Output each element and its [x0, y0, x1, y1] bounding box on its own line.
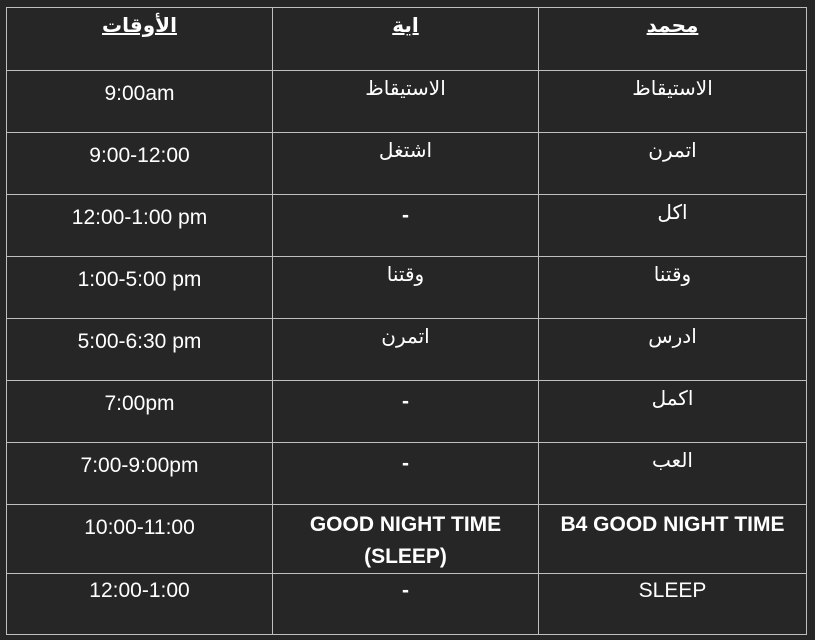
mohamed-cell: [539, 443, 807, 505]
header-times: الأوقات: [102, 13, 177, 37]
time-cell: [7, 71, 273, 133]
time-cell: [7, 505, 273, 574]
table-row: [7, 381, 807, 443]
mohamed-cell: [539, 257, 807, 319]
time-cell: [7, 443, 273, 505]
mohamed-activity: اتمرن: [648, 138, 697, 162]
mohamed-activity: اكمل: [651, 386, 694, 410]
aya-activity: -: [402, 390, 409, 413]
aya-cell: [273, 381, 539, 443]
time-value: 9:00-12:00: [89, 144, 190, 167]
aya-cell: [273, 195, 539, 257]
table-row: [7, 574, 807, 635]
aya-cell: [273, 505, 539, 574]
aya-cell: [273, 574, 539, 635]
header-aya: اية: [392, 13, 419, 37]
table-row: [7, 319, 807, 381]
mohamed-cell: [539, 133, 807, 195]
header-cell-times: [7, 8, 273, 71]
header-mohamed: محمد: [646, 13, 699, 37]
mohamed-activity: الاستيقاظ: [632, 76, 713, 100]
aya-activity: الاستيقاظ: [365, 76, 446, 100]
aya-activity: اشتغل: [378, 138, 433, 162]
time-value: 1:00-5:00 pm: [77, 268, 202, 291]
mohamed-activity: العب: [652, 448, 693, 472]
time-value: 10:00-11:00: [84, 516, 195, 539]
mohamed-activity: اكل: [657, 200, 688, 224]
aya-activity: -: [402, 452, 409, 475]
time-value: 12:00-1:00: [89, 579, 190, 602]
mohamed-cell: [539, 574, 807, 635]
table-row: [7, 133, 807, 195]
time-value: 9:00am: [104, 82, 175, 105]
table-row: [7, 505, 807, 574]
aya-cell: [273, 71, 539, 133]
time-cell: [7, 195, 273, 257]
time-cell: [7, 133, 273, 195]
time-value: 7:00-9:00pm: [80, 454, 199, 477]
aya-activity: اتمرن: [381, 324, 430, 348]
table-row: [7, 443, 807, 505]
aya-activity: -: [402, 204, 409, 227]
header-cell-aya: [273, 8, 539, 71]
aya-activity: GOOD NIGHT TIME (SLEEP): [309, 513, 502, 568]
mohamed-activity: SLEEP: [638, 579, 707, 602]
time-cell: [7, 381, 273, 443]
aya-cell: [273, 319, 539, 381]
time-cell: [7, 574, 273, 635]
mohamed-cell: [539, 71, 807, 133]
table-row: [7, 71, 807, 133]
mohamed-cell: [539, 381, 807, 443]
table-row: [7, 257, 807, 319]
mohamed-cell: [539, 195, 807, 257]
mohamed-cell: [539, 319, 807, 381]
table-header-row: [7, 8, 807, 71]
table-row: [7, 195, 807, 257]
schedule-table: [6, 7, 807, 635]
mohamed-activity: B4 GOOD NIGHT TIME: [560, 513, 785, 536]
time-value: 7:00pm: [104, 392, 175, 415]
time-cell: [7, 319, 273, 381]
mohamed-activity: ادرس: [648, 324, 697, 348]
header-cell-mohamed: [539, 8, 807, 71]
mohamed-cell: [539, 505, 807, 574]
mohamed-activity: وقتنا: [653, 262, 692, 286]
aya-cell: [273, 257, 539, 319]
time-value: 12:00-1:00 pm: [71, 206, 208, 229]
time-cell: [7, 257, 273, 319]
aya-activity: وقتنا: [386, 262, 425, 286]
aya-cell: [273, 133, 539, 195]
time-value: 5:00-6:30 pm: [77, 330, 202, 353]
aya-activity: -: [402, 579, 409, 602]
aya-cell: [273, 443, 539, 505]
